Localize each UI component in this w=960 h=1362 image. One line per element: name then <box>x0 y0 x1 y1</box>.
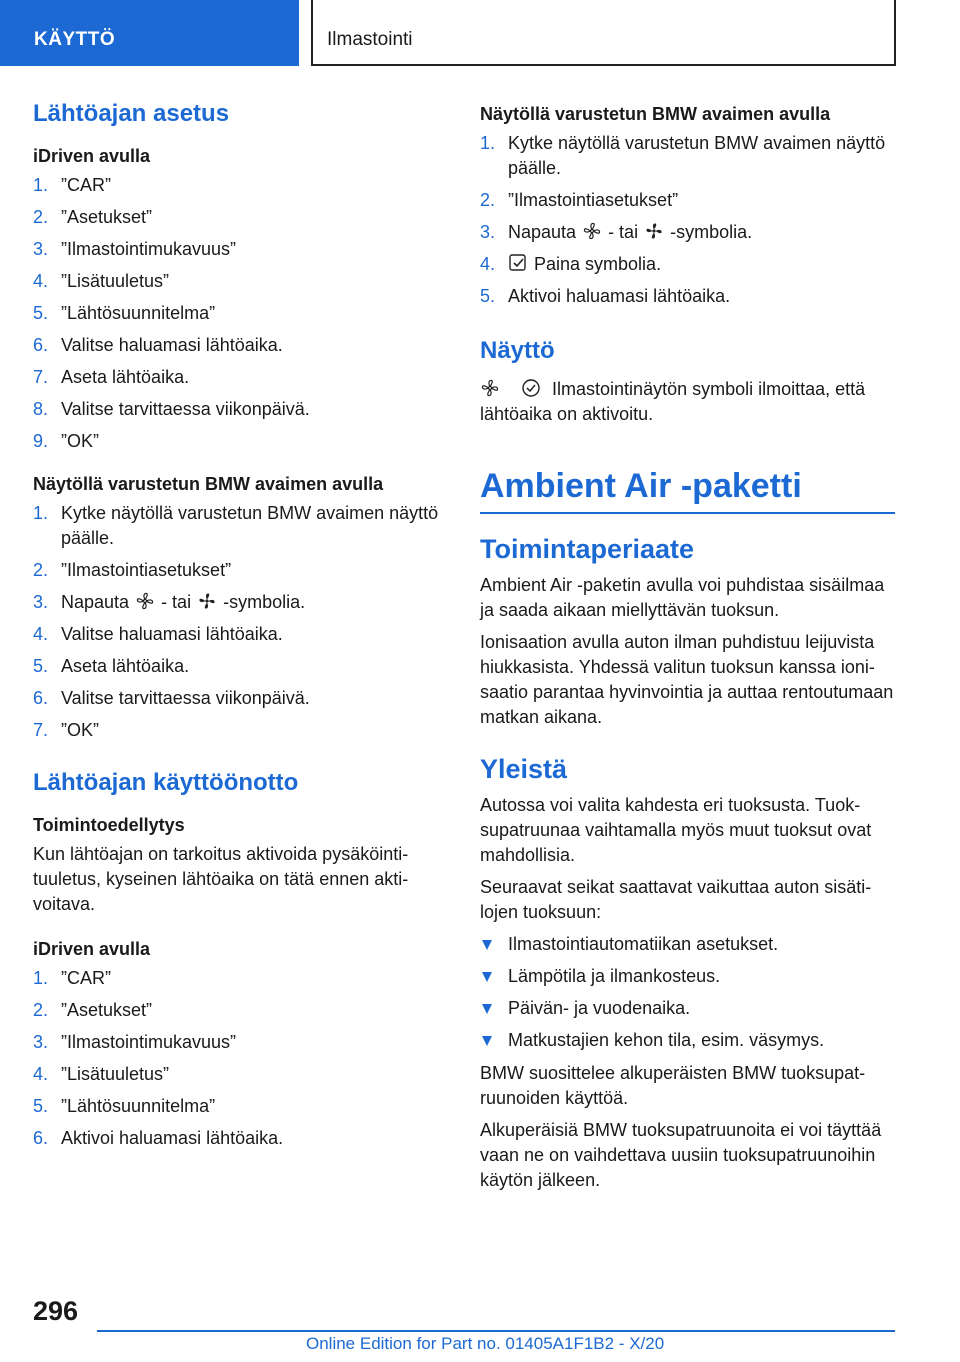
list-item: 8. Valitse tarvittaessa viikonpäivä. <box>33 399 310 419</box>
list-item: 1. ”CAR” <box>33 175 111 195</box>
list-item: 3. ”Ilmastointimukavuus” <box>33 239 237 259</box>
list-item: 4. Valitse haluamasi lähtöaika. <box>33 624 283 644</box>
page-header <box>0 0 960 66</box>
edition-link[interactable]: Online Edition for Part no. 01405A1F1B2 - X/20 <box>306 1334 665 1353</box>
principle-text-2: Ionisaation avulla auton ilman puhdistuu leijuvista hiukkasista. Yhdessä valitun tuoksun kanssa ionisaatio parantaa hyvinvointia ja auttaa rentoutumaan matkan aikana. <box>480 632 894 727</box>
list-item: 3. Napauta - tai -symbolia. <box>480 222 753 242</box>
subheading-display-key-1: Näytöllä varustetun BMW avaimen avulla <box>33 474 384 494</box>
list-item: 5. Aktivoi haluamasi lähtöaika. <box>480 286 731 306</box>
prerequisite-text: Kun lähtöajan on tarkoitus aktivoida pysäköintituuletus, kyseinen lähtöaika on tätä ennen aktivoitava. <box>33 844 409 914</box>
list-item: Lämpötila ja ilmankosteus. <box>480 964 895 989</box>
display-description: Ilmastointinäytön symboli ilmoittaa, että lähtöaika on aktivoitu. <box>480 379 866 424</box>
heading-general: Yleistä <box>480 754 568 784</box>
subheading-idrive-2: iDriven avulla <box>33 939 151 959</box>
list-item: 9. ”OK” <box>33 431 99 451</box>
fan-icon <box>582 221 602 241</box>
fan-fill-icon <box>644 221 664 241</box>
subheading-display-key-2: Näytöllä varustetun BMW avaimen avulla <box>480 104 831 124</box>
list-item: 5. ”Lähtösuunnitelma” <box>33 1096 216 1116</box>
list-item: 1. Kytke näytöllä varustetun BMW avaimen näyttö päälle. <box>33 503 439 548</box>
list-item: 4. ”Lisätuuletus” <box>33 1064 170 1084</box>
list-item: 2. ”Asetukset” <box>33 207 153 227</box>
heading-display: Näyttö <box>480 337 555 364</box>
list-item: 4. Paina symbolia. <box>480 254 662 274</box>
list-item: Päivän- ja vuodenaika. <box>480 996 895 1021</box>
clock-check-icon <box>521 378 541 398</box>
left-column <box>33 100 448 1158</box>
list-item: 6. Valitse tarvittaessa viikonpäivä. <box>33 688 310 708</box>
footer-divider <box>97 1330 895 1332</box>
subheading-prerequisite: Toimintoedellytys <box>33 815 185 835</box>
fan-fill-icon <box>197 591 217 611</box>
page-number: 296 <box>33 1296 79 1326</box>
heading-activate-departure-time: Lähtöajan käyttöönotto <box>33 769 299 796</box>
subheading-idrive-1: iDriven avulla <box>33 146 151 166</box>
list-item: 1. Kytke näytöllä varustetun BMW avaimen näyttö päälle. <box>480 133 886 178</box>
list-item: Matkustajien kehon tila, esim. väsymys. <box>480 1028 895 1053</box>
steps-list-display-key-2 <box>480 131 895 309</box>
heading-principle: Toimintaperiaate <box>480 534 695 564</box>
list-item: Ilmastointiautomatiikan asetukset. <box>480 932 895 957</box>
principle-text-1: Ambient Air -paketin avulla voi puhdistaa sisäilmaa ja saada aikaan miellyttävän tuoksun. <box>480 575 885 620</box>
list-item: 7. ”OK” <box>33 720 99 740</box>
list-item: 5. ”Lähtösuunnitelma” <box>33 303 216 323</box>
section-title: KÄYTTÖ <box>34 29 116 50</box>
right-column <box>480 100 895 1200</box>
general-text-4: Alkuperäisiä BMW tuoksupatruunoita ei voi täyttää vaan ne on vaihdettava uusiin tuoksupatruunoihin käytön jälkeen. <box>480 1120 882 1190</box>
steps-list-idrive-1 <box>33 173 448 454</box>
list-item: 2. ”Ilmastointiasetukset” <box>480 190 679 210</box>
list-item: 7. Aseta lähtöaika. <box>33 367 190 387</box>
list-item: 3. ”Ilmastointimukavuus” <box>33 1032 237 1052</box>
section-tab[interactable] <box>0 0 299 66</box>
list-item: 4. ”Lisätuuletus” <box>33 271 170 291</box>
check-icon <box>508 253 528 273</box>
chapter-heading-ambient-air: Ambient Air -paketti <box>480 467 895 514</box>
steps-list-display-key-1 <box>33 501 448 743</box>
steps-list-idrive-2 <box>33 966 448 1151</box>
heading-departure-time-setting: Lähtöajan asetus <box>33 100 230 127</box>
general-text-3: BMW suosittelee alkuperäisten BMW tuoksupatruunoiden käyttöä. <box>480 1063 866 1108</box>
list-item: 3. Napauta - tai -symbolia. <box>33 592 306 612</box>
chapter-tab[interactable] <box>311 0 896 66</box>
list-item: 5. Aseta lähtöaika. <box>33 656 190 676</box>
general-text-2: Seuraavat seikat saattavat vaikuttaa auton sisätilojen tuoksuun: <box>480 877 872 922</box>
list-item: 6. Aktivoi haluamasi lähtöaika. <box>33 1128 284 1148</box>
list-item: 2. ”Asetukset” <box>33 1000 153 1020</box>
general-text-1: Autossa voi valita kahdesta eri tuoksusta. Tuoksupatruunaa vaihtamalla myös muut tuoksut ovat mahdollisia. <box>480 795 872 865</box>
list-item: 1. ”CAR” <box>33 968 111 988</box>
list-item: 6. Valitse haluamasi lähtöaika. <box>33 335 283 355</box>
fan-icon <box>480 378 500 398</box>
chapter-title: Ilmastointi <box>327 29 413 50</box>
list-item: 2. ”Ilmastointiasetukset” <box>33 560 232 580</box>
fan-icon <box>135 591 155 611</box>
factors-list <box>480 932 895 1053</box>
